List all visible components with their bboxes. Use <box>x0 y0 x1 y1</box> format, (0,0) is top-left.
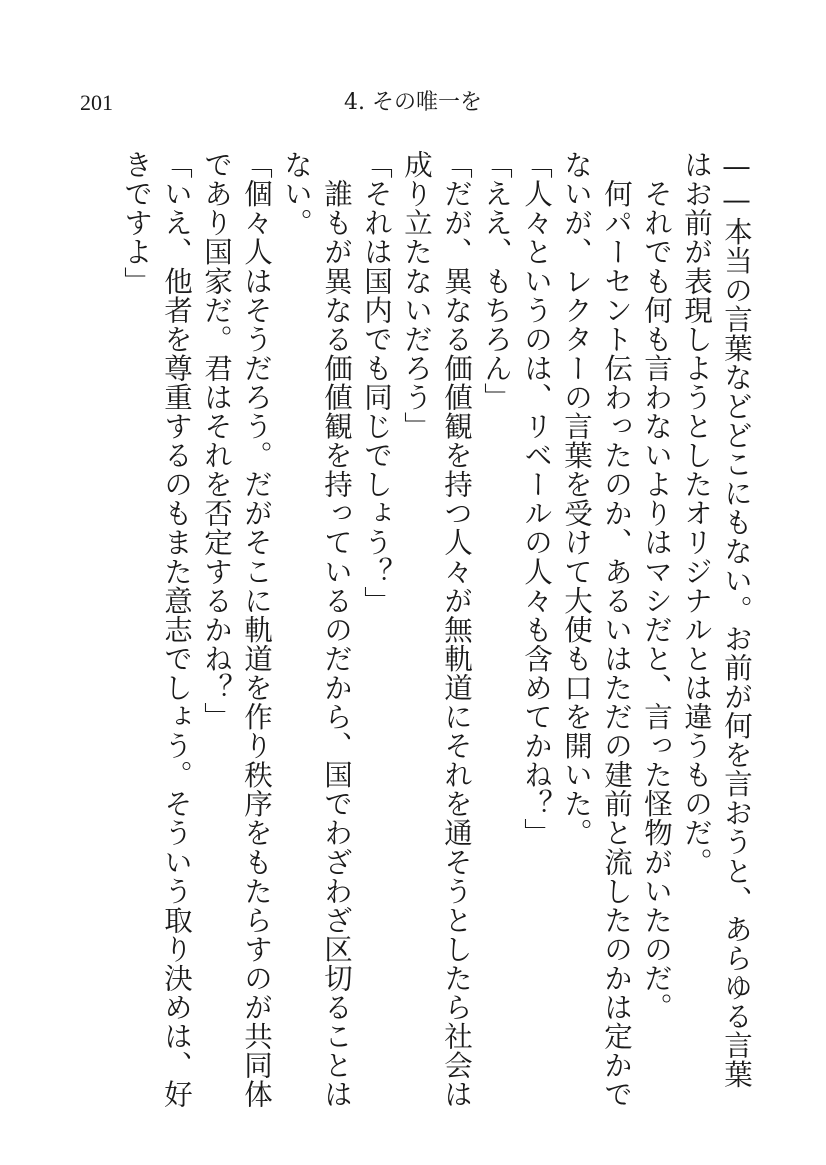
text-line: それでも何も言わないよりはマシだと、言った怪物がいたのだ。 <box>640 150 673 1022</box>
text-line: はお前が表現しようとしたオリジナルとは違うものだ。 <box>680 150 713 877</box>
text-line: 「人々というのは、リベールの人々も含めてかね？」 <box>520 150 553 848</box>
text-line: きですよ」 <box>120 150 153 296</box>
text-line: であり国家だ。君はそれを否定するかね？」 <box>200 150 233 731</box>
text-line: 「だが、異なる価値観を持つ人々が無軌道にそれを通そうとしたら社会は <box>440 150 473 1109</box>
body-text <box>116 150 756 1110</box>
text-line: ——本当の言葉などどこにもない。お前が何を言おうと、あらゆる言葉 <box>720 150 753 1089</box>
text-line: 成り立たないだろう」 <box>400 150 433 441</box>
text-line: ない。 <box>280 150 313 238</box>
text-line: ないが、レクターの言葉を受けて大使も口を開いた。 <box>560 150 593 848</box>
page-number: 201 <box>80 90 113 115</box>
running-head: 4. その唯一を <box>344 90 482 115</box>
text-line: 「個々人はそうだろう。だがそこに軌道を作り秩序をもたらすのが共同体 <box>240 150 273 1109</box>
text-line: 誰もが異なる価値観を持っているのだから、国でわざわざ区切ることは <box>320 150 353 1109</box>
text-line: 何パーセント伝わったのか、あるいはただの建前と流したのかは定かで <box>600 150 633 1109</box>
text-line: 「ええ、もちろん」 <box>480 150 513 412</box>
text-line: 「それは国内でも同じでしょう？」 <box>360 150 393 615</box>
text-line: 「いえ、他者を尊重するのもまた意志でしょう。そういう取り決めは、好 <box>160 150 193 1109</box>
